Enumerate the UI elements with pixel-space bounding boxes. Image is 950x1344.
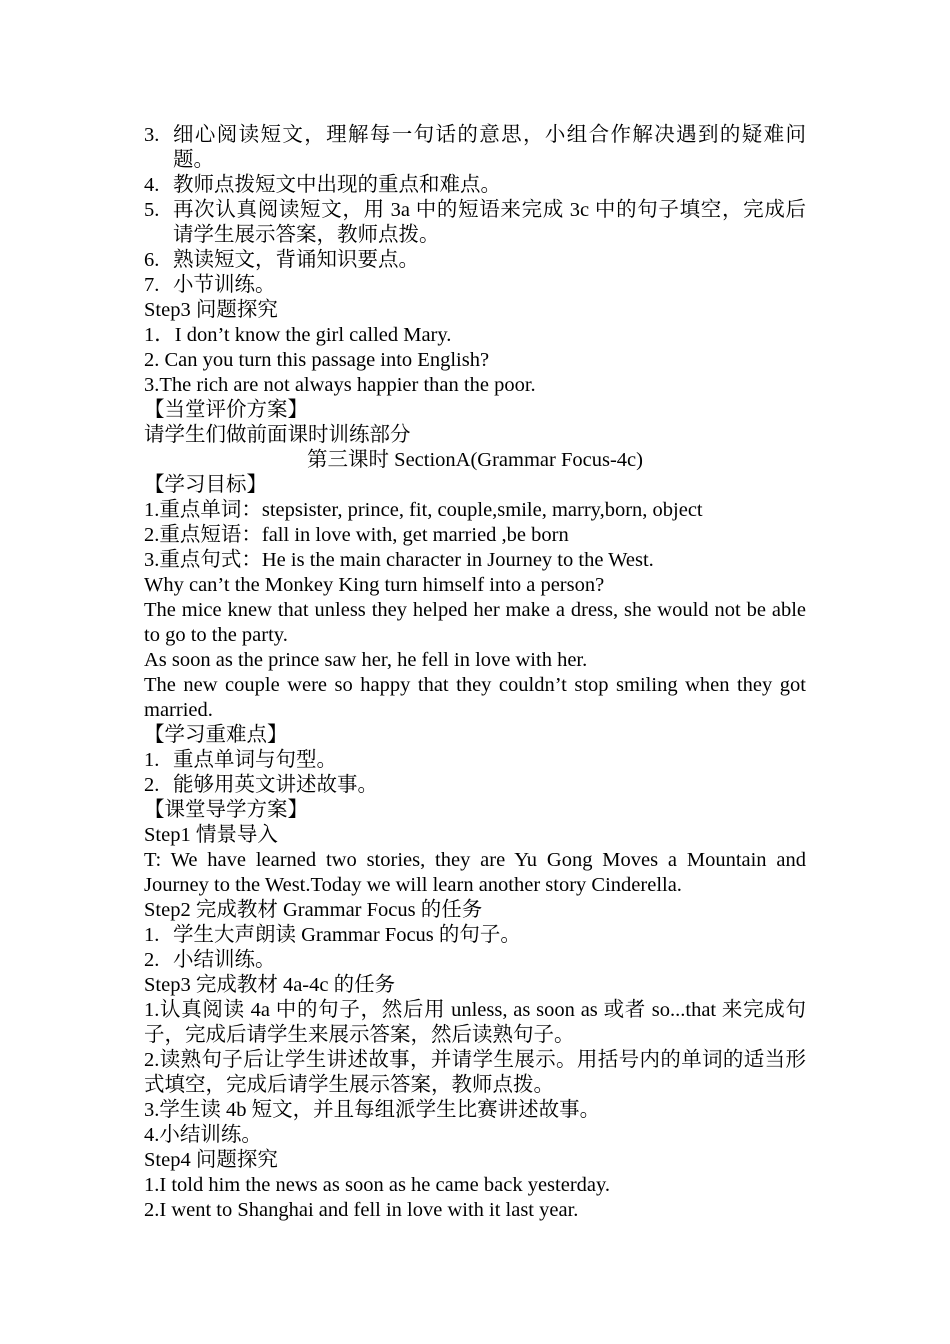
- item-number: 2.: [144, 774, 160, 796]
- text-line: 4.小结训练。: [144, 1124, 262, 1146]
- text-line: T: We have learned two stories, they are Yu Gong Moves a Mountain and Journey to the West.Today we will learn another story Cinderella.: [144, 849, 806, 896]
- text-line: Step3 完成教材 4a-4c 的任务: [144, 974, 396, 996]
- item-text: 小节训练。: [173, 274, 276, 296]
- item-text: 熟读短文，背诵知识要点。: [173, 249, 419, 271]
- text-line: 3.学生读 4b 短文，并且每组派学生比赛讲述故事。: [144, 1099, 601, 1121]
- text-line: As soon as the prince saw her, he fell in love with her.: [144, 649, 588, 671]
- text-line: The mice knew that unless they helped her make a dress, she would not be able to go to the party.: [144, 599, 806, 646]
- item-number: 3.: [144, 124, 160, 146]
- text-line: The new couple were so happy that they couldn’t stop smiling when they got married.: [144, 674, 806, 721]
- item-number: 2.: [144, 949, 160, 971]
- section-title: 第三课时 SectionA(Grammar Focus-4c): [307, 449, 643, 471]
- item-text: 能够用英文讲述故事。: [173, 774, 378, 796]
- text-line: Step2 完成教材 Grammar Focus 的任务: [144, 899, 483, 921]
- text-line: 3.重点句式：He is the main character in Journey to the West.: [144, 549, 654, 571]
- item-text: 小结训练。: [173, 949, 276, 971]
- text-line: 1．I don’t know the girl called Mary.: [144, 324, 452, 346]
- text-line: 【课堂导学方案】: [144, 799, 308, 821]
- numbered-item: [144, 248, 806, 273]
- numbered-item: [144, 173, 806, 198]
- item-text: 再次认真阅读短文，用 3a 中的短语来完成 3c 中的句子填空，完成后请学生展示答案，教师点拨。: [173, 199, 806, 246]
- text-line: Step1 情景导入: [144, 824, 278, 846]
- item-number: 1.: [144, 924, 160, 946]
- text-line: 3.The rich are not always happier than the poor.: [144, 374, 536, 396]
- numbered-item: [144, 773, 806, 798]
- item-text: 教师点拨短文中出现的重点和难点。: [173, 174, 501, 196]
- text-line: Step4 问题探究: [144, 1149, 278, 1171]
- text-line: 2.I went to Shanghai and fell in love with it last year.: [144, 1199, 579, 1221]
- text-line: 2. Can you turn this passage into English?: [144, 349, 490, 371]
- item-number: 6.: [144, 249, 160, 271]
- numbered-item: [144, 123, 806, 173]
- item-text: 细心阅读短文，理解每一句话的意思，小组合作解决遇到的疑难问题。: [173, 124, 806, 171]
- item-number: 1.: [144, 749, 160, 771]
- item-number: 7.: [144, 274, 160, 296]
- text-line: 2.读熟句子后让学生讲述故事，并请学生展示。用括号内的单词的适当形式填空，完成后请学生展示答案，教师点拨。: [144, 1049, 806, 1096]
- numbered-item: [144, 198, 806, 248]
- numbered-item: [144, 923, 806, 948]
- text-line: Step3 问题探究: [144, 299, 278, 321]
- numbered-item: [144, 748, 806, 773]
- text-line: 请学生们做前面课时训练部分: [144, 424, 411, 446]
- item-text: 学生大声朗读 Grammar Focus 的句子。: [173, 924, 521, 946]
- text-line: Why can’t the Monkey King turn himself into a person?: [144, 574, 605, 596]
- numbered-item: [144, 948, 806, 973]
- text-line: 【学习目标】: [144, 474, 267, 496]
- document-body: [144, 123, 806, 1223]
- item-number: 4.: [144, 174, 160, 196]
- text-line: 【当堂评价方案】: [144, 399, 308, 421]
- text-line: 1.重点单词：stepsister, prince, fit, couple,smile, marry,born, object: [144, 499, 703, 521]
- text-line: 2.重点短语：fall in love with, get married ,be born: [144, 524, 569, 546]
- text-line: 1.I told him the news as soon as he came back yesterday.: [144, 1174, 611, 1196]
- numbered-item: [144, 273, 806, 298]
- item-text: 重点单词与句型。: [173, 749, 337, 771]
- text-line: 1.认真阅读 4a 中的句子，然后用 unless, as soon as 或者 so...that 来完成句子，完成后请学生来展示答案，然后读熟句子。: [144, 999, 806, 1046]
- text-line: 【学习重难点】: [144, 724, 288, 746]
- item-number: 5.: [144, 199, 160, 221]
